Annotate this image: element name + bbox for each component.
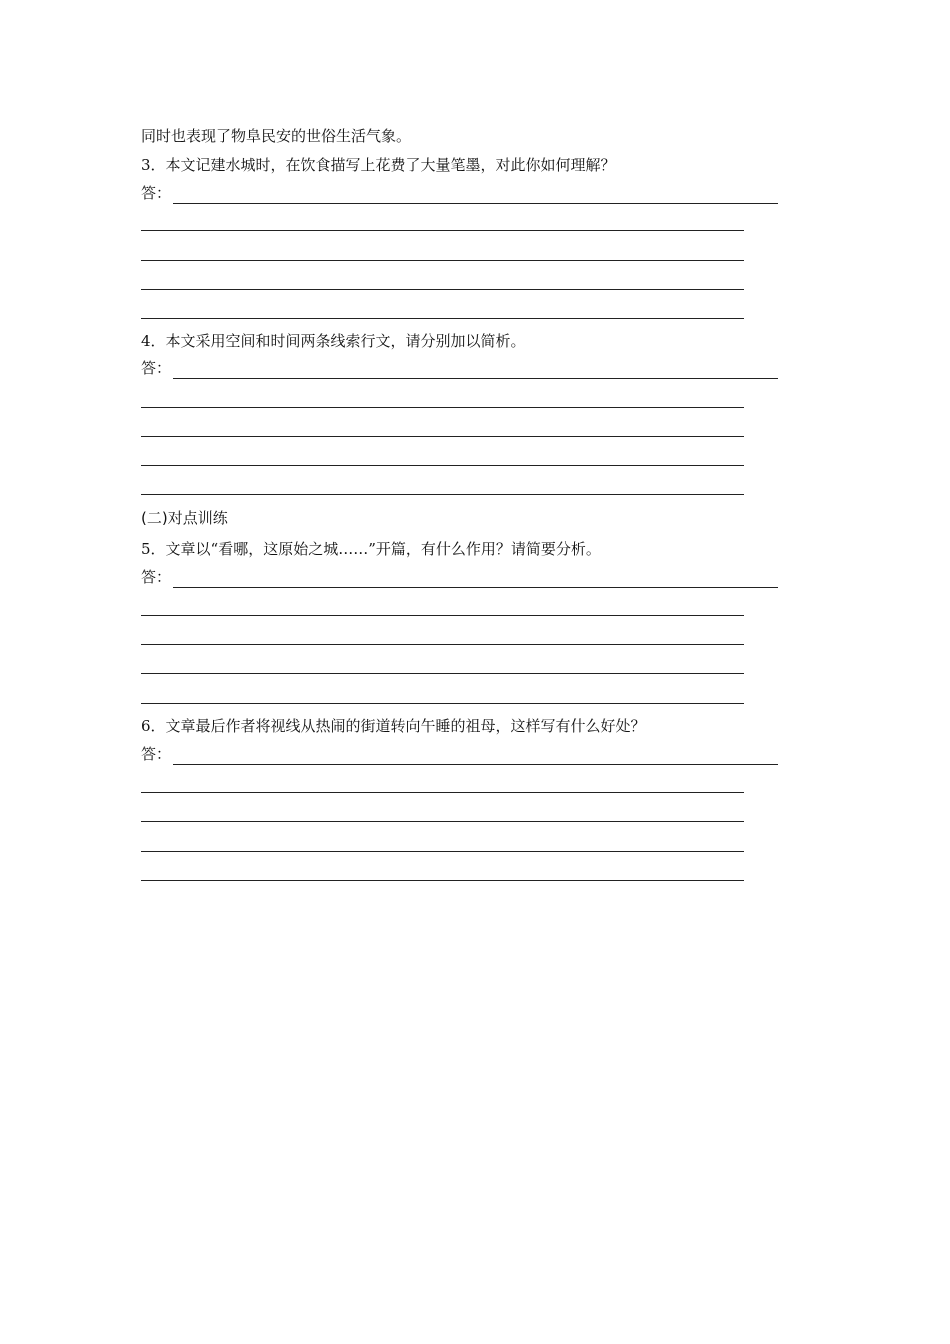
intro-text: 同时也表现了物阜民安的世俗生活气象。	[141, 127, 412, 145]
answer-line[interactable]	[141, 289, 744, 290]
question-4-text: 4．本文采用空间和时间两条线索行文，请分别加以简析。	[141, 332, 526, 350]
section-heading: (二)对点训练	[141, 509, 228, 527]
answer-label: 答：	[141, 359, 172, 377]
question-3-answer-row[interactable]	[141, 182, 778, 204]
answer-line[interactable]	[141, 792, 744, 793]
question-3-text: 3．本文记建水城时，在饮食描写上花费了大量笔墨，对此你如何理解？	[141, 156, 616, 174]
answer-label: 答：	[141, 745, 172, 763]
question-4-answer-row[interactable]	[141, 357, 778, 379]
answer-line[interactable]	[141, 260, 744, 261]
answer-line[interactable]	[141, 880, 744, 881]
answer-line[interactable]	[141, 644, 744, 645]
answer-label: 答：	[141, 568, 172, 586]
answer-line[interactable]	[141, 673, 744, 674]
answer-line[interactable]	[141, 703, 744, 704]
answer-line[interactable]	[141, 436, 744, 437]
answer-blank-line[interactable]	[173, 360, 778, 379]
answer-line[interactable]	[141, 615, 744, 616]
question-5-text: 5．文章以“看哪，这原始之城……”开篇，有什么作用？请简要分析。	[141, 540, 601, 558]
answer-line[interactable]	[141, 407, 744, 408]
question-6-text: 6．文章最后作者将视线从热闹的街道转向午睡的祖母，这样写有什么好处？	[141, 717, 646, 735]
answer-blank-line[interactable]	[173, 185, 778, 204]
answer-line[interactable]	[141, 465, 744, 466]
answer-line[interactable]	[141, 851, 744, 852]
answer-line[interactable]	[141, 494, 744, 495]
answer-blank-line[interactable]	[173, 746, 778, 765]
answer-line[interactable]	[141, 821, 744, 822]
answer-line[interactable]	[141, 318, 744, 319]
answer-label: 答：	[141, 184, 172, 202]
question-6-answer-row[interactable]	[141, 743, 778, 765]
question-5-answer-row[interactable]	[141, 566, 778, 588]
answer-blank-line[interactable]	[173, 569, 778, 588]
answer-line[interactable]	[141, 230, 744, 231]
